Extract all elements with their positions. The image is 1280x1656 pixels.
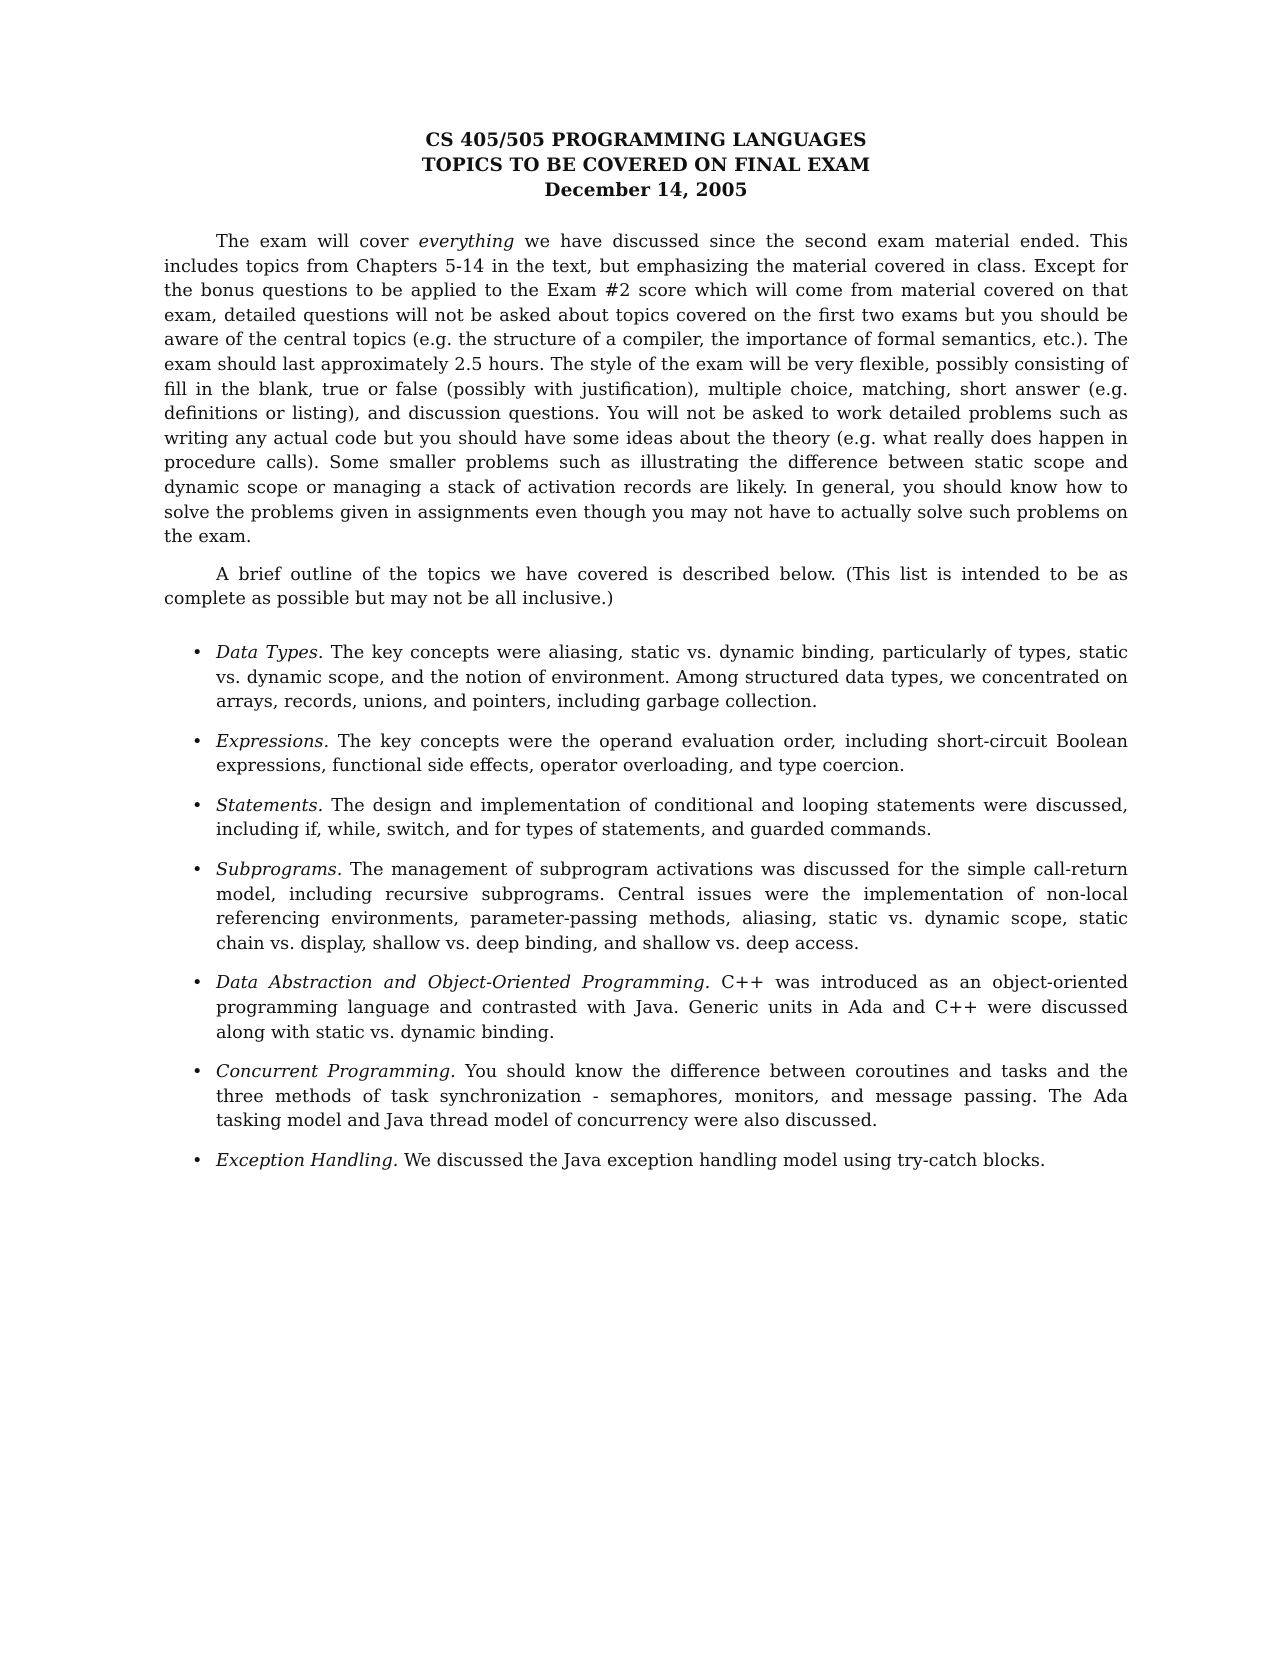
topic-text: The design and implementation of conditional and looping statements were discussed, including if, while, switch, and for types of statements, and guarded commands.: [216, 795, 1128, 841]
topic-list: [164, 641, 1128, 1174]
bullet-icon: •: [192, 1151, 203, 1171]
topic-title: Data Abstraction and Object-Oriented Programming.: [216, 973, 711, 994]
bullet-icon: •: [192, 795, 203, 816]
document-page: [164, 128, 1128, 1189]
list-item: [192, 971, 1128, 1045]
document-header: [164, 128, 1128, 203]
intro-text-start: The exam will cover: [216, 232, 419, 252]
topic-text: You should know the difference between coroutines and tasks and the three methods of task synchronization - semaphores, monitors, and message passing. The Ada tasking model and Java thread model of concurrency were also discussed.: [216, 1062, 1128, 1132]
bullet-icon: •: [192, 731, 203, 752]
bullet-icon: •: [192, 973, 203, 994]
intro-text-rest: we have discussed since the second exam material ended. This includes topics from Chapters 5-14 in the text, but emphasizing the material covered in class. Except for the bonus questions to be applied to the Exam #2 score which will come from material covered on that exam, detailed questions will not be asked about topics covered on the first two exams but you should be aware of the central topics (e.g. the structure of a compiler, the importance of formal semantics, etc.). The exam should last approximately 2.5 hours. The style of the exam will be very flexible, possibly consisting of fill in the blank, true or false (possibly with justification), multiple choice, matching, short answer (e.g. definitions or listing), and discussion questions. You will not be asked to work detailed problems such as writing any actual code but you should have some ideas about the theory (e.g. what really does happen in procedure calls). Some smaller problems such as illustrating the difference between static scope and dynamic scope or managing a stack of activation records are likely. In general, you should know how to solve the problems given in assignments even though you may not have to actually solve such problems on the exam.: [164, 232, 1128, 548]
course-title: CS 405/505 PROGRAMMING LANGUAGES: [425, 130, 867, 151]
list-item: [192, 1149, 1128, 1174]
topic-title: Concurrent Programming.: [216, 1062, 456, 1083]
topic-title: Subprograms.: [216, 860, 343, 881]
topic-title: Exception Handling.: [216, 1151, 399, 1171]
list-item: [192, 1060, 1128, 1134]
bullet-icon: •: [192, 860, 203, 881]
list-item: [192, 858, 1128, 956]
topic-title: Expressions.: [216, 731, 330, 752]
document-date: December 14, 2005: [544, 180, 748, 201]
topic-title: Statements.: [216, 795, 324, 816]
topic-text: C++ was introduced as an object-oriented programming language and contrasted with Java. Generic units in Ada and C++ were discussed along with static vs. dynamic binding.: [216, 973, 1128, 1043]
topic-text: The key concepts were the operand evaluation order, including short-circuit Boolean expressions, functional side effects, operator overloading, and type coercion.: [216, 731, 1128, 777]
topic-text: The key concepts were aliasing, static vs. dynamic binding, particularly of types, static vs. dynamic scope, and the notion of environment. Among structured data types, we concentrated on arrays, records, unions, and pointers, including garbage collection.: [216, 642, 1128, 713]
intro-paragraph: [164, 230, 1128, 550]
bullet-icon: •: [192, 642, 203, 663]
outline-paragraph: A brief outline of the topics we have covered is described below. (This list is intended to be as complete as possible but may not be all inclusive.): [164, 564, 1128, 610]
topic-text: The management of subprogram activations was discussed for the simple call-return model, including recursive subprograms. Central issues were the implementation of non-local referencing environments, parameter-passing methods, aliasing, static vs. dynamic scope, static chain vs. display, shallow vs. deep binding, and shallow vs. deep access.: [216, 860, 1128, 954]
document-title: TOPICS TO BE COVERED ON FINAL EXAM: [421, 155, 871, 176]
list-item: [192, 794, 1128, 843]
list-item: [192, 730, 1128, 779]
list-item: [192, 641, 1128, 715]
topic-text: We discussed the Java exception handling model using try-catch blocks.: [398, 1151, 1046, 1171]
topic-title: Data Types.: [216, 642, 324, 663]
bullet-icon: •: [192, 1062, 203, 1083]
intro-emphasis: everything: [418, 232, 515, 252]
